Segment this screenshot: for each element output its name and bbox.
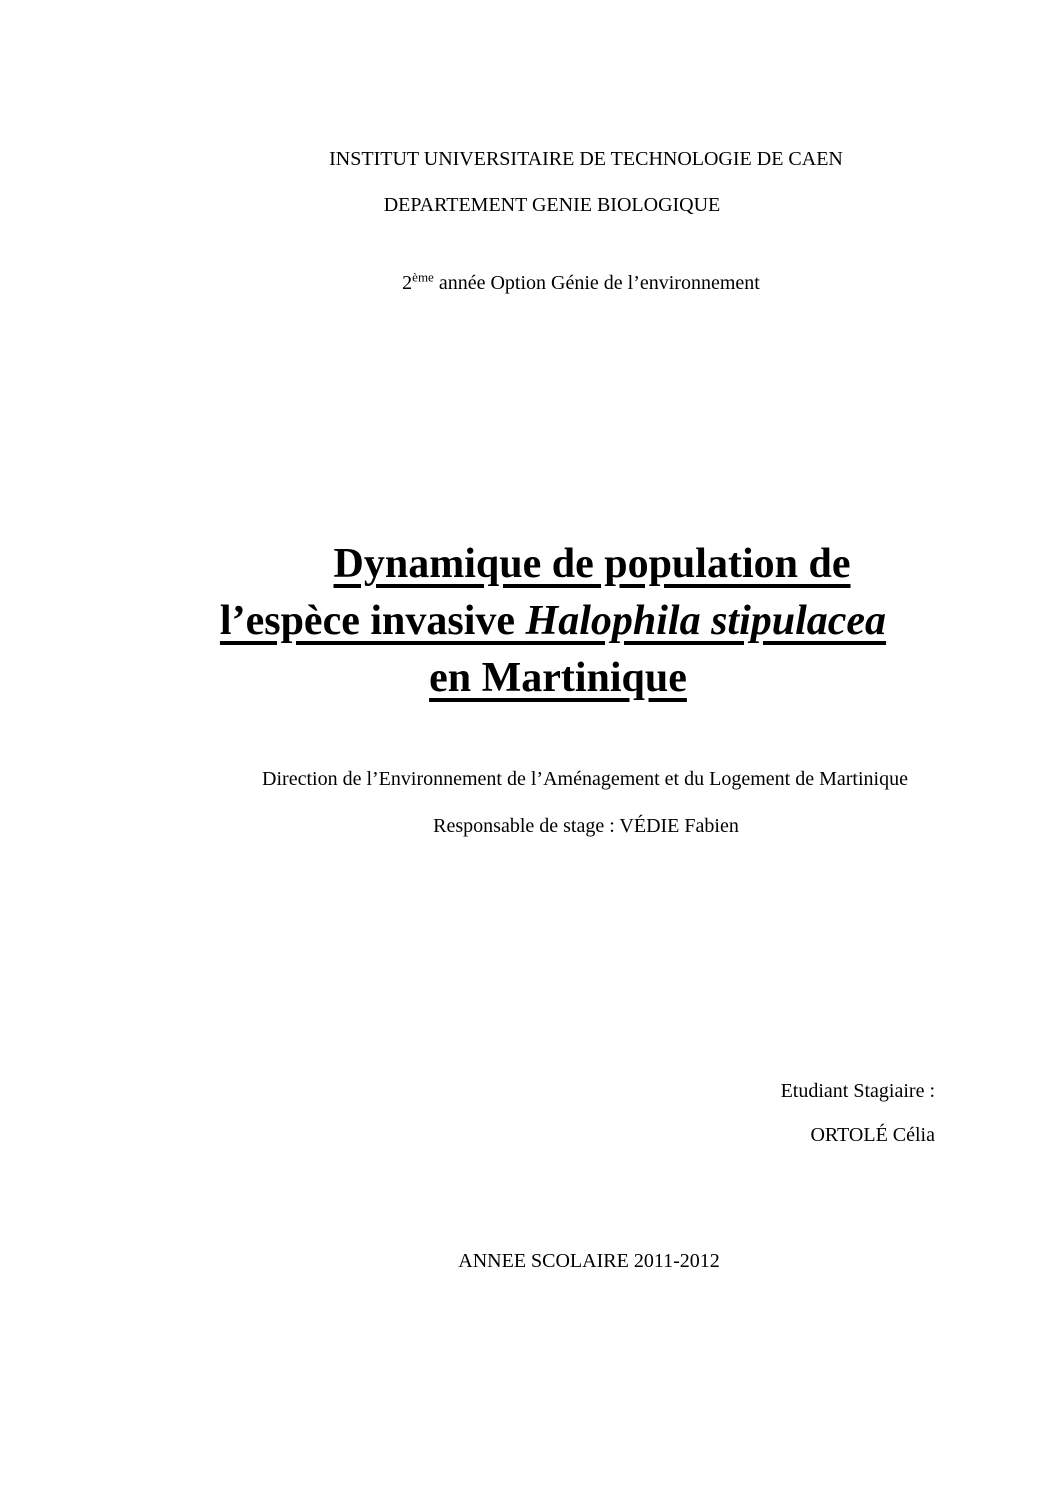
student-name: ORTOLÉ Célia — [810, 1124, 935, 1146]
program-year-number: 2 — [402, 272, 413, 294]
program-description: année Option Génie de l’environnement — [433, 272, 760, 294]
student-label: Etudiant Stagiaire : — [780, 1080, 935, 1102]
title-line-2 — [24, 593, 1058, 650]
species-name-italic: Halophila stipulacea — [525, 598, 887, 644]
supervisor-line — [57, 814, 1058, 838]
title-line-1-text: Dynamique de population de — [333, 541, 851, 587]
title-line-3 — [29, 650, 1058, 707]
supervisor-name: VÉDIE Fabien — [619, 815, 739, 837]
department-name: DEPARTEMENT GENIE BIOLOGIQUE — [383, 194, 721, 216]
title-line-1 — [63, 536, 1058, 593]
program-line — [52, 271, 1058, 295]
supervisor-label: Responsable de stage : — [433, 815, 615, 837]
host-organization: Direction de l’Environnement de l’Aménagement et du Logement de Martinique — [262, 768, 908, 790]
title-line-3-text: en Martinique — [429, 655, 687, 701]
title-line-2-text — [220, 598, 886, 644]
document-title — [0, 536, 1058, 707]
program-ordinal-superscript: ème — [412, 269, 434, 285]
student-block — [781, 1079, 935, 1147]
institution-name: INSTITUT UNIVERSITAIRE DE TECHNOLOGIE DE CAEN — [329, 148, 843, 170]
school-year: ANNEE SCOLAIRE 2011-2012 — [458, 1250, 720, 1272]
title-line-2-regular: l’espèce invasive — [219, 598, 526, 644]
